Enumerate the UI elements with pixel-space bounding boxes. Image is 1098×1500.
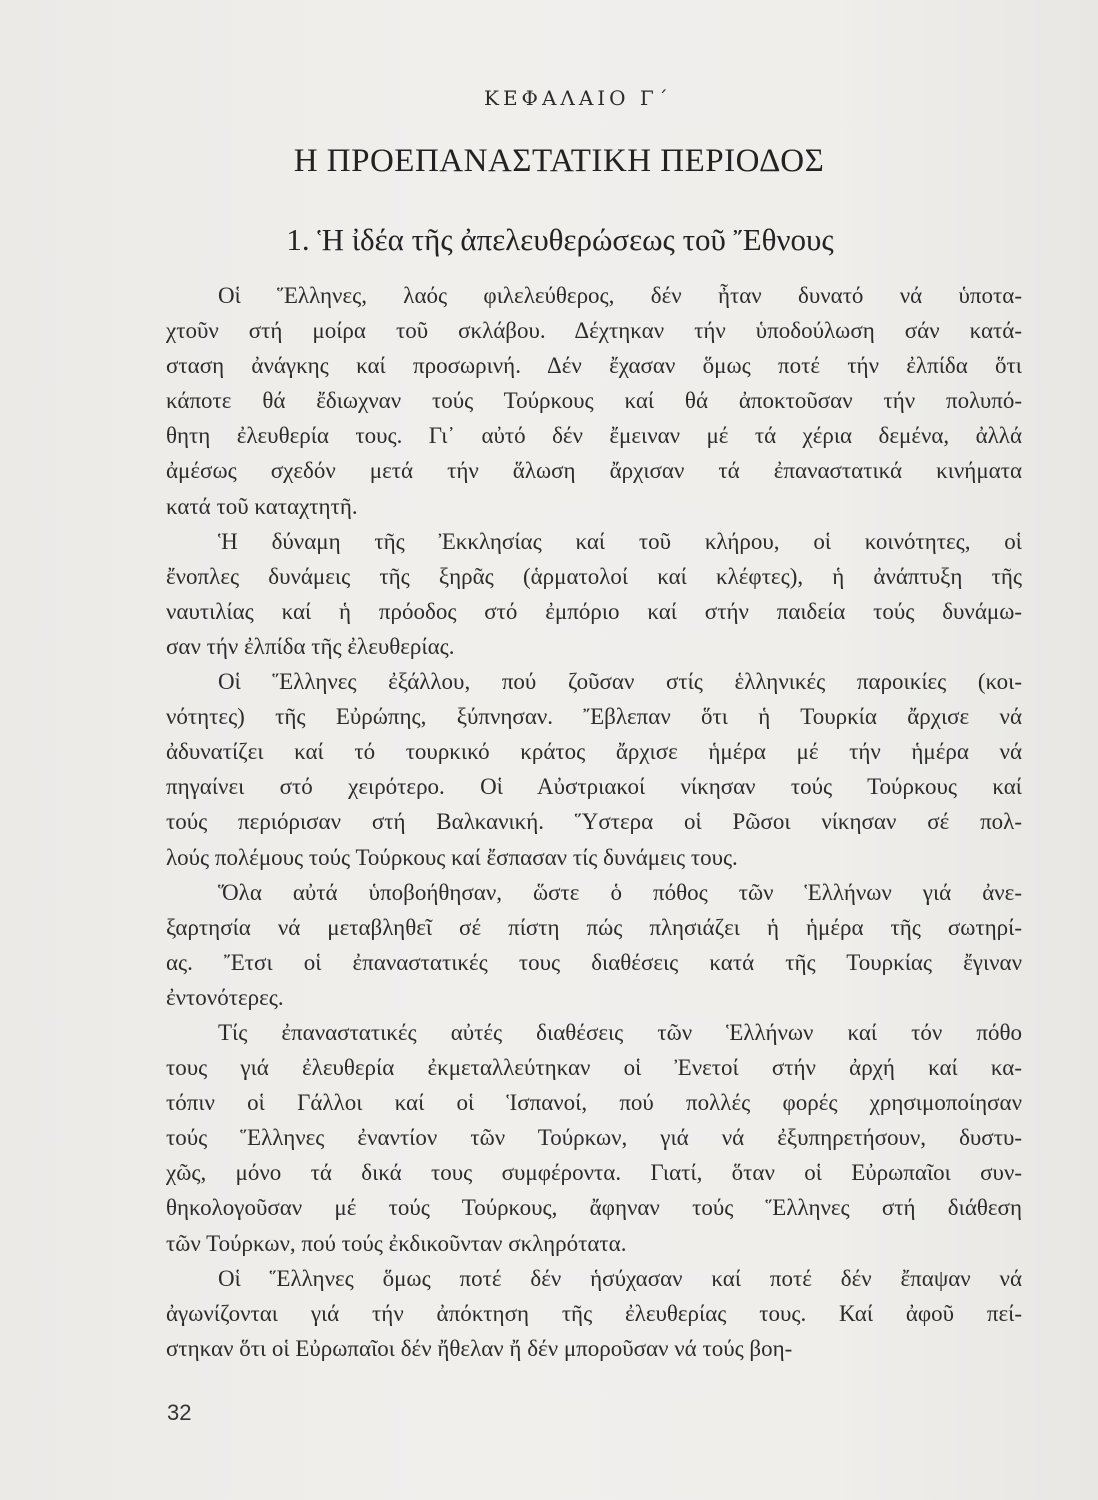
text-line: κατά τοῦ καταχτητῆ.	[166, 493, 358, 519]
text-line: τῶν Τούρκων, πού τούς ἐκδικοῦνταν σκληρότατα.	[166, 1230, 627, 1256]
text-line: νότητες) τῆς Εὐρώπης, ξύπνησαν. Ἔβλεπαν ὅτι ἡ Τουρκία ἄρχισε νά	[166, 704, 1022, 730]
text-line: κάποτε θά ἔδιωχναν τούς Τούρκους καί θά ἀποκτοῦσαν τήν πολυπό-	[166, 388, 1022, 414]
text-line: τόπιν οἱ Γάλλοι καί οἱ Ἱσπανοί, πού πολλές φορές χρησιμοποίησαν	[166, 1090, 1022, 1116]
text-line: ναυτιλίας καί ἡ πρόοδος στό ἐμπόριο καί στήν παιδεία τούς δυνάμω-	[166, 598, 1022, 624]
text-line: ἔνοπλες δυνάμεις τῆς ξηρᾶς (ἁρματολοί καί κλέφτες), ἡ ἀνάπτυξη τῆς	[166, 563, 1022, 589]
body-text	[166, 278, 1022, 1366]
text-line: ἀγωνίζονται γιά τήν ἀπόκτηση τῆς ἐλευθερίας τους. Καί ἀφοῦ πεί-	[166, 1300, 1022, 1326]
text-line: ἀδυνατίζει καί τό τουρκικό κράτος ἄρχισε ἡμέρα μέ τήν ἡμέρα νά	[166, 739, 1022, 765]
text-line: χῶς, μόνο τά δικά τους συμφέροντα. Γιατί, ὅταν οἱ Εὐρωπαῖοι συν-	[166, 1160, 1022, 1186]
text-line: λούς πολέμους τούς Τούρκους καί ἔσπασαν τίς δυνάμεις τους.	[166, 844, 738, 870]
text-line: σταση ἀνάγκης καί προσωρινή. Δέν ἔχασαν ὅμως ποτέ τήν ἐλπίδα ὅτι	[166, 353, 1022, 379]
text-line: τους γιά ἐλευθερία ἐκμεταλλεύτηκαν οἱ Ἐνετοί στήν ἀρχή καί κα-	[166, 1055, 1022, 1081]
text-line: Τίς ἐπαναστατικές αὐτές διαθέσεις τῶν Ἑλλήνων καί τόν πόθο	[218, 1019, 1022, 1045]
page-number: 32	[167, 1400, 192, 1425]
text-line: ξαρτησία νά μεταβληθεῖ σέ πίστη πώς πλησιάζει ἡ ἡμέρα τῆς σωτηρί-	[166, 914, 1022, 940]
paragraph	[166, 664, 1022, 875]
text-line: ἐντονότερες.	[166, 984, 284, 1010]
paragraph	[166, 1015, 1022, 1261]
text-line: Οἱ Ἕλληνες ἐξάλλου, πού ζοῦσαν στίς ἑλληνικές παροικίες (κοι-	[218, 669, 1022, 695]
section-title: 1. Ἡ ἰδέα τῆς ἀπελευθερώσεως τοῦ Ἔθνους	[286, 222, 834, 257]
text-line: Οἱ Ἕλληνες, λαός φιλελεύθερος, δέν ἦταν δυνατό νά ὑποτα-	[218, 283, 1022, 308]
text-line: τούς περιόρισαν στή Βαλκανική. Ὕστερα οἱ Ρῶσοι νίκησαν σέ πολ-	[166, 809, 1022, 835]
chapter-label: ΚΕΦΑΛΑΙΟ Γ΄	[484, 86, 672, 110]
text-line: ας. Ἔτσι οἱ ἐπαναστατικές τους διαθέσεις κατά τῆς Τουρκίας ἔγιναν	[166, 949, 1022, 975]
text-line: θηκολογοῦσαν μέ τούς Τούρκους, ἄφηναν τούς Ἕλληνες στή διάθεση	[166, 1195, 1022, 1221]
text-line: χτοῦν στή μοίρα τοῦ σκλάβου. Δέχτηκαν τήν ὑποδούλωση σάν κατά-	[166, 318, 1022, 344]
text-line: στηκαν ὅτι οἱ Εὐρωπαῖοι δέν ἤθελαν ἤ δέν μποροῦσαν νά τούς βοη-	[166, 1335, 793, 1361]
text-line: πηγαίνει στό χειρότερο. Οἱ Αὐστριακοί νίκησαν τούς Τούρκους καί	[166, 774, 1022, 800]
text-line: θητη ἐλευθερία τους. Γι᾽ αὐτό δέν ἔμειναν μέ τά χέρια δεμένα, ἀλλά	[166, 423, 1022, 449]
text-line: ἀμέσως σχεδόν μετά τήν ἅλωση ἄρχισαν τά ἐπαναστατικά κινήματα	[166, 458, 1022, 484]
text-line: Ὅλα αὐτά ὑποβοήθησαν, ὥστε ὁ πόθος τῶν Ἑλλήνων γιά ἀνε-	[218, 879, 1022, 905]
paragraph	[166, 278, 1022, 524]
text-line: σαν τήν ἐλπίδα τῆς ἐλευθερίας.	[166, 633, 455, 659]
text-line: τούς Ἕλληνες ἐναντίον τῶν Τούρκων, γιά νά ἐξυπηρετήσουν, δυστυ-	[166, 1125, 1022, 1151]
text-line: Οἱ Ἕλληνες ὅμως ποτέ δέν ἡσύχασαν καί ποτέ δέν ἔπαψαν νά	[218, 1265, 1022, 1291]
chapter-title: Η ΠΡΟΕΠΑΝΑΣΤΑΤΙΚΗ ΠΕΡΙΟΔΟΣ	[293, 143, 825, 179]
paragraph	[166, 1261, 1022, 1366]
paragraph	[166, 524, 1022, 664]
text-line: Ἡ δύναμη τῆς Ἐκκλησίας καί τοῦ κλήρου, οἱ κοινότητες, οἱ	[218, 528, 1022, 554]
paragraph	[166, 875, 1022, 1015]
